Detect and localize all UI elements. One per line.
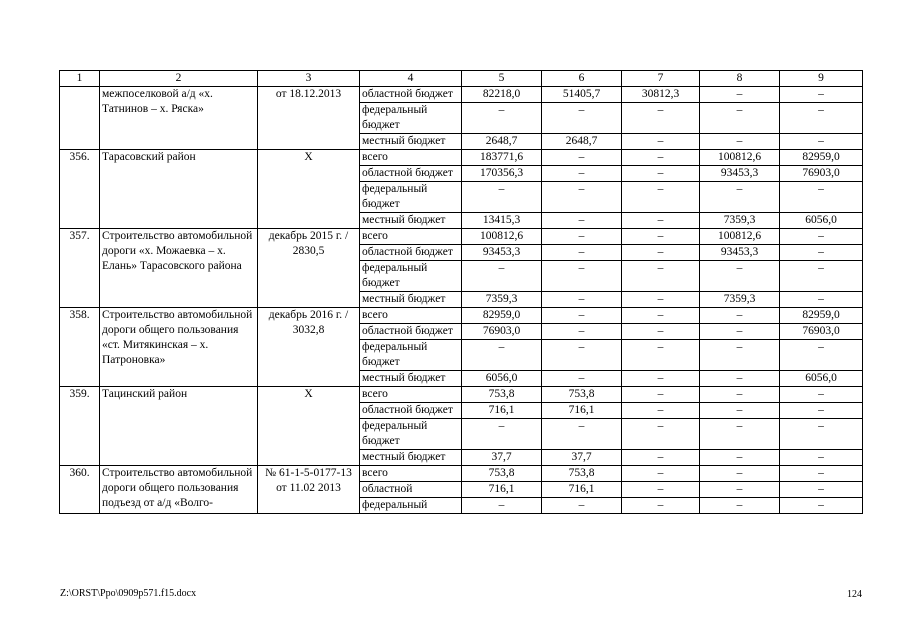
- value-cell: –: [700, 324, 780, 340]
- value-cell: –: [542, 371, 622, 387]
- value-cell: –: [462, 182, 542, 213]
- row-number: 360.: [60, 466, 100, 514]
- value-cell: 6056,0: [780, 371, 863, 387]
- value-cell: 6056,0: [462, 371, 542, 387]
- value-cell: –: [542, 166, 622, 182]
- value-cell: –: [700, 134, 780, 150]
- value-cell: 6056,0: [780, 213, 863, 229]
- value-cell: –: [542, 292, 622, 308]
- object-date: декабрь 2015 г. / 2830,5: [258, 229, 360, 308]
- object-name: Тарасовский район: [100, 150, 258, 229]
- object-name: Тацинский район: [100, 387, 258, 466]
- value-cell: 100812,6: [700, 150, 780, 166]
- value-cell: –: [542, 308, 622, 324]
- funding-source: всего: [360, 387, 462, 403]
- value-cell: 753,8: [542, 466, 622, 482]
- funding-source: местный бюджет: [360, 450, 462, 466]
- header-row: [60, 71, 863, 87]
- value-cell: –: [700, 466, 780, 482]
- object-name: межпоселковой а/д «х. Татнинов – х. Ряска»: [100, 87, 258, 150]
- value-cell: 7359,3: [462, 292, 542, 308]
- value-cell: –: [462, 498, 542, 514]
- funding-source: местный бюджет: [360, 371, 462, 387]
- table-row: [60, 387, 863, 403]
- value-cell: –: [622, 213, 700, 229]
- value-cell: –: [700, 498, 780, 514]
- value-cell: 76903,0: [462, 324, 542, 340]
- column-header: 5: [462, 71, 542, 87]
- value-cell: 716,1: [462, 482, 542, 498]
- object-date: от 18.12.2013: [258, 87, 360, 150]
- table-row: [60, 229, 863, 245]
- funding-source: местный бюджет: [360, 213, 462, 229]
- column-header: 2: [100, 71, 258, 87]
- value-cell: 82959,0: [780, 308, 863, 324]
- table-row: [60, 87, 863, 103]
- funding-source: областной бюджет: [360, 245, 462, 261]
- value-cell: 82959,0: [780, 150, 863, 166]
- object-name: Строительство автомобильной дороги общего пользования подъезд от а/д «Волго-: [100, 466, 258, 514]
- funding-source: всего: [360, 150, 462, 166]
- value-cell: –: [780, 245, 863, 261]
- value-cell: –: [700, 340, 780, 371]
- value-cell: –: [622, 387, 700, 403]
- value-cell: –: [700, 87, 780, 103]
- value-cell: –: [542, 498, 622, 514]
- value-cell: 2648,7: [542, 134, 622, 150]
- funding-source: всего: [360, 308, 462, 324]
- value-cell: –: [542, 229, 622, 245]
- value-cell: –: [622, 419, 700, 450]
- value-cell: –: [780, 87, 863, 103]
- value-cell: –: [622, 324, 700, 340]
- column-header: 3: [258, 71, 360, 87]
- value-cell: 716,1: [542, 482, 622, 498]
- value-cell: –: [622, 308, 700, 324]
- value-cell: –: [462, 419, 542, 450]
- value-cell: 170356,3: [462, 166, 542, 182]
- column-header: 4: [360, 71, 462, 87]
- value-cell: –: [542, 213, 622, 229]
- object-date: Х: [258, 387, 360, 466]
- value-cell: 753,8: [462, 466, 542, 482]
- value-cell: –: [700, 261, 780, 292]
- funding-source: областной бюджет: [360, 324, 462, 340]
- value-cell: –: [780, 261, 863, 292]
- funding-source: федеральный бюджет: [360, 419, 462, 450]
- value-cell: 13415,3: [462, 213, 542, 229]
- row-number: 359.: [60, 387, 100, 466]
- value-cell: 753,8: [462, 387, 542, 403]
- column-header: 8: [700, 71, 780, 87]
- funding-source: всего: [360, 229, 462, 245]
- funding-source: всего: [360, 466, 462, 482]
- footer-page-number: 124: [847, 589, 862, 600]
- value-cell: –: [622, 371, 700, 387]
- value-cell: –: [622, 182, 700, 213]
- funding-source: областной бюджет: [360, 87, 462, 103]
- footer-file-path: Z:\ORST\Ppo\0909p571.f15.docx: [60, 588, 197, 599]
- funding-source: федеральный: [360, 498, 462, 514]
- value-cell: –: [622, 245, 700, 261]
- value-cell: –: [780, 403, 863, 419]
- value-cell: –: [700, 182, 780, 213]
- value-cell: –: [622, 498, 700, 514]
- value-cell: –: [622, 229, 700, 245]
- funding-source: областной бюджет: [360, 166, 462, 182]
- budget-table: [59, 70, 863, 514]
- value-cell: –: [780, 103, 863, 134]
- value-cell: –: [780, 466, 863, 482]
- value-cell: –: [700, 103, 780, 134]
- value-cell: –: [622, 466, 700, 482]
- column-header: 7: [622, 71, 700, 87]
- value-cell: –: [780, 292, 863, 308]
- value-cell: 93453,3: [700, 166, 780, 182]
- value-cell: 100812,6: [700, 229, 780, 245]
- value-cell: 76903,0: [780, 166, 863, 182]
- value-cell: 30812,3: [622, 87, 700, 103]
- value-cell: –: [780, 229, 863, 245]
- funding-source: федеральный бюджет: [360, 182, 462, 213]
- value-cell: –: [700, 387, 780, 403]
- value-cell: –: [622, 292, 700, 308]
- value-cell: 37,7: [462, 450, 542, 466]
- value-cell: –: [462, 261, 542, 292]
- value-cell: 82218,0: [462, 87, 542, 103]
- value-cell: 93453,3: [462, 245, 542, 261]
- value-cell: –: [622, 261, 700, 292]
- value-cell: –: [622, 166, 700, 182]
- object-name: Строительство автомобильной дороги общего пользования «ст. Митякинская – х. Патроновка»: [100, 308, 258, 387]
- value-cell: –: [780, 498, 863, 514]
- value-cell: –: [462, 103, 542, 134]
- column-header: 9: [780, 71, 863, 87]
- funding-source: местный бюджет: [360, 292, 462, 308]
- value-cell: 716,1: [542, 403, 622, 419]
- value-cell: 2648,7: [462, 134, 542, 150]
- value-cell: –: [700, 419, 780, 450]
- value-cell: 51405,7: [542, 87, 622, 103]
- value-cell: –: [780, 182, 863, 213]
- row-number: 358.: [60, 308, 100, 387]
- funding-source: областной: [360, 482, 462, 498]
- value-cell: –: [622, 482, 700, 498]
- value-cell: –: [780, 387, 863, 403]
- value-cell: 183771,6: [462, 150, 542, 166]
- value-cell: –: [622, 403, 700, 419]
- value-cell: –: [780, 340, 863, 371]
- value-cell: –: [700, 308, 780, 324]
- value-cell: 100812,6: [462, 229, 542, 245]
- value-cell: –: [622, 134, 700, 150]
- value-cell: –: [700, 482, 780, 498]
- value-cell: –: [780, 482, 863, 498]
- value-cell: –: [622, 340, 700, 371]
- funding-source: местный бюджет: [360, 134, 462, 150]
- row-number: 357.: [60, 229, 100, 308]
- value-cell: –: [780, 134, 863, 150]
- value-cell: –: [542, 150, 622, 166]
- value-cell: –: [462, 340, 542, 371]
- value-cell: –: [700, 403, 780, 419]
- row-number: 356.: [60, 150, 100, 229]
- value-cell: –: [780, 419, 863, 450]
- value-cell: –: [542, 182, 622, 213]
- row-number: [60, 87, 100, 150]
- table-row: [60, 308, 863, 324]
- value-cell: –: [622, 103, 700, 134]
- value-cell: 37,7: [542, 450, 622, 466]
- value-cell: 76903,0: [780, 324, 863, 340]
- object-date: № 61-1-5-0177-13 от 11.02 2013: [258, 466, 360, 514]
- funding-source: федеральный бюджет: [360, 340, 462, 371]
- value-cell: 753,8: [542, 387, 622, 403]
- value-cell: 82959,0: [462, 308, 542, 324]
- value-cell: –: [700, 450, 780, 466]
- object-name: Строительство автомобильной дороги «х. Можаевка – х. Елань» Тарасовского района: [100, 229, 258, 308]
- column-header: 1: [60, 71, 100, 87]
- value-cell: 7359,3: [700, 292, 780, 308]
- value-cell: –: [542, 245, 622, 261]
- value-cell: –: [542, 340, 622, 371]
- value-cell: –: [542, 324, 622, 340]
- object-date: декабрь 2016 г. / 3032,8: [258, 308, 360, 387]
- table-row: [60, 466, 863, 482]
- value-cell: –: [542, 261, 622, 292]
- object-date: Х: [258, 150, 360, 229]
- table-row: [60, 150, 863, 166]
- column-header: 6: [542, 71, 622, 87]
- value-cell: –: [700, 371, 780, 387]
- value-cell: –: [622, 450, 700, 466]
- funding-source: областной бюджет: [360, 403, 462, 419]
- value-cell: –: [542, 103, 622, 134]
- value-cell: –: [622, 150, 700, 166]
- value-cell: 93453,3: [700, 245, 780, 261]
- value-cell: 716,1: [462, 403, 542, 419]
- value-cell: 7359,3: [700, 213, 780, 229]
- funding-source: федеральный бюджет: [360, 103, 462, 134]
- value-cell: –: [780, 450, 863, 466]
- value-cell: –: [542, 419, 622, 450]
- funding-source: федеральный бюджет: [360, 261, 462, 292]
